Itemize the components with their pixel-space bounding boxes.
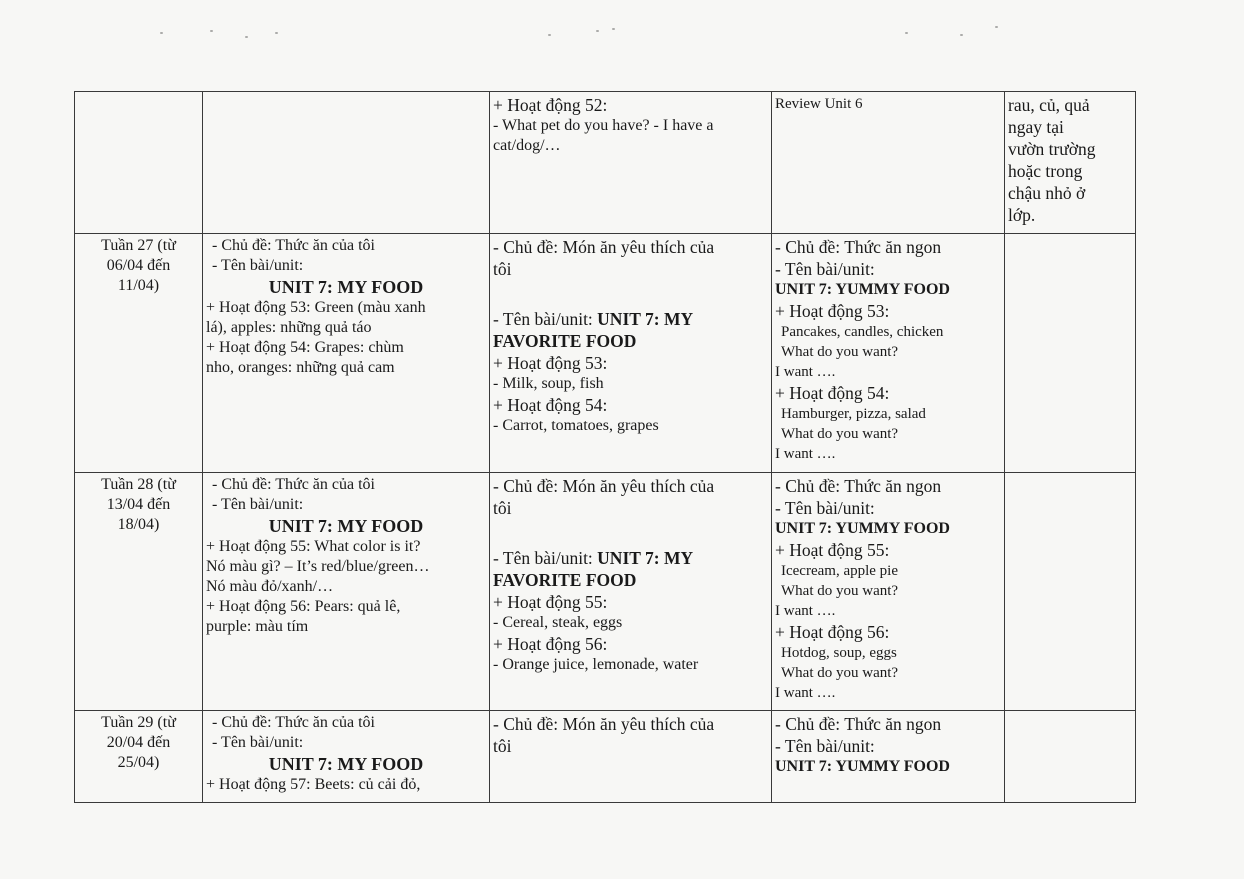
activity-line: + Hoạt động 54: bbox=[493, 395, 608, 415]
topic-line: - Chủ đề: Thức ăn ngon bbox=[775, 714, 942, 734]
lesson-line: - Tên bài/unit: bbox=[775, 259, 875, 279]
table-row bbox=[75, 92, 1136, 234]
activity-line: + Hoạt động 52: bbox=[493, 95, 608, 115]
lesson-line: - Tên bài/unit: UNIT 7: MY bbox=[493, 309, 694, 329]
week-label: 20/04 đến bbox=[106, 734, 171, 751]
unit-title: UNIT 7: YUMMY FOOD bbox=[775, 281, 950, 298]
activity-line: lá), apples: những quả táo bbox=[206, 319, 372, 336]
unit-title: UNIT 7: YUMMY FOOD bbox=[775, 758, 950, 775]
activity-line: + Hoạt động 57: Beets: củ cải đỏ, bbox=[206, 776, 421, 793]
question-line: What do you want? bbox=[781, 583, 899, 599]
vocab-line: Pancakes, candles, chicken bbox=[781, 324, 944, 340]
note-line: rau, củ, quả bbox=[1008, 95, 1090, 115]
activity-line: purple: màu tím bbox=[206, 618, 309, 635]
answer-line: I want …. bbox=[775, 446, 836, 462]
notes-cell bbox=[1005, 234, 1136, 473]
activity-line: + Hoạt động 53: bbox=[493, 353, 608, 373]
week-label: 06/04 đến bbox=[106, 257, 171, 274]
activity-line: - Carrot, tomatoes, grapes bbox=[493, 417, 659, 434]
week-label: 25/04) bbox=[117, 754, 160, 771]
activity-line: + Hoạt động 56: bbox=[493, 634, 608, 654]
table-row bbox=[75, 473, 1136, 711]
vocab-line: Hotdog, soup, eggs bbox=[781, 645, 897, 661]
activity-line: + Hoạt động 55: bbox=[775, 540, 890, 560]
unit-title: UNIT 7: MY FOOD bbox=[268, 754, 424, 774]
week-label: 13/04 đến bbox=[106, 496, 171, 513]
activity-line: - Orange juice, lemonade, water bbox=[493, 656, 699, 673]
activity-line: cat/dog/… bbox=[493, 137, 561, 154]
grade1-cell bbox=[203, 711, 490, 803]
topic-line: - Chủ đề: Thức ăn của tôi bbox=[212, 476, 375, 493]
unit-title: UNIT 7: YUMMY FOOD bbox=[775, 520, 950, 537]
note-line: ngay tại bbox=[1008, 117, 1064, 137]
answer-line: I want …. bbox=[775, 364, 836, 380]
vocab-line: Hamburger, pizza, salad bbox=[781, 406, 926, 422]
review-label: Review Unit 6 bbox=[775, 96, 863, 112]
activity-line: + Hoạt động 53: bbox=[775, 301, 890, 321]
topic-line: tôi bbox=[493, 498, 512, 518]
week-cell bbox=[75, 473, 203, 711]
lesson-line: - Tên bài/unit: UNIT 7: MY bbox=[493, 548, 694, 568]
activity-line: + Hoạt động 55: What color is it? bbox=[206, 538, 421, 555]
lesson-line: - Tên bài/unit: bbox=[212, 734, 304, 751]
topic-line: tôi bbox=[493, 259, 512, 279]
question-line: What do you want? bbox=[781, 665, 899, 681]
vocab-line: Icecream, apple pie bbox=[781, 563, 899, 579]
topic-line: tôi bbox=[493, 736, 512, 756]
activity-line: Nó màu gì? – It’s red/blue/green… bbox=[206, 558, 430, 575]
activity-line: + Hoạt động 55: bbox=[493, 592, 608, 612]
grade2-cell bbox=[490, 711, 772, 803]
grade3-cell bbox=[772, 711, 1005, 803]
activity-line: + Hoạt động 56: Pears: quả lê, bbox=[206, 598, 401, 615]
activity-line: + Hoạt động 56: bbox=[775, 622, 890, 642]
unit-title: UNIT 7: MY FOOD bbox=[268, 277, 424, 297]
note-line: chậu nhỏ ở bbox=[1008, 183, 1086, 203]
topic-line: - Chủ đề: Thức ăn ngon bbox=[775, 476, 942, 496]
week-label: Tuần 27 (từ bbox=[101, 237, 176, 254]
week-label: Tuần 28 (từ bbox=[101, 476, 176, 493]
question-line: What do you want? bbox=[781, 344, 899, 360]
grade3-cell bbox=[772, 473, 1005, 711]
grade1-cell bbox=[203, 473, 490, 711]
topic-line: - Chủ đề: Thức ăn của tôi bbox=[212, 237, 375, 254]
note-line: vườn trường bbox=[1008, 139, 1096, 159]
activity-line: Nó màu đỏ/xanh/… bbox=[206, 578, 334, 595]
unit-title: FAVORITE FOOD bbox=[493, 570, 637, 590]
week-label: 11/04) bbox=[117, 277, 160, 294]
topic-line: - Chủ đề: Thức ăn ngon bbox=[775, 237, 942, 257]
unit-title: UNIT 7: MY FOOD bbox=[268, 516, 424, 536]
unit-title: FAVORITE FOOD bbox=[493, 331, 637, 351]
note-line: hoặc trong bbox=[1008, 161, 1083, 181]
topic-line: - Chủ đề: Món ăn yêu thích của bbox=[493, 476, 715, 496]
activity-line: + Hoạt động 54: bbox=[775, 383, 890, 403]
notes-cell bbox=[1005, 473, 1136, 711]
lesson-line: - Tên bài/unit: bbox=[775, 498, 875, 518]
grade3-cell bbox=[772, 234, 1005, 473]
table-row bbox=[75, 234, 1136, 473]
grade3-cell bbox=[772, 92, 1005, 234]
grade1-cell bbox=[203, 92, 490, 234]
activity-line: + Hoạt động 54: Grapes: chùm bbox=[206, 339, 404, 356]
table-row bbox=[75, 711, 1136, 803]
topic-line: - Chủ đề: Thức ăn của tôi bbox=[212, 714, 375, 731]
lesson-line: - Tên bài/unit: bbox=[775, 736, 875, 756]
answer-line: I want …. bbox=[775, 603, 836, 619]
activity-line: - Milk, soup, fish bbox=[493, 375, 604, 392]
lesson-line: - Tên bài/unit: bbox=[212, 257, 304, 274]
activity-line: nho, oranges: những quả cam bbox=[206, 359, 395, 376]
notes-cell bbox=[1005, 92, 1136, 234]
grade2-cell bbox=[490, 473, 772, 711]
week-cell bbox=[75, 711, 203, 803]
lesson-line: - Tên bài/unit: bbox=[212, 496, 304, 513]
question-line: What do you want? bbox=[781, 426, 899, 442]
activity-line: - What pet do you have? - I have a bbox=[493, 117, 714, 134]
topic-line: - Chủ đề: Món ăn yêu thích của bbox=[493, 714, 715, 734]
week-label: 18/04) bbox=[117, 516, 160, 533]
activity-line: - Cereal, steak, eggs bbox=[493, 614, 623, 631]
grade2-cell bbox=[490, 92, 772, 234]
grade2-cell bbox=[490, 234, 772, 473]
notes-cell bbox=[1005, 711, 1136, 803]
week-cell bbox=[75, 234, 203, 473]
scan-specks bbox=[0, 22, 1244, 42]
lesson-plan-table bbox=[74, 91, 1136, 803]
answer-line: I want …. bbox=[775, 685, 836, 701]
week-label: Tuần 29 (từ bbox=[101, 714, 176, 731]
activity-line: + Hoạt động 53: Green (màu xanh bbox=[206, 299, 426, 316]
note-line: lớp. bbox=[1008, 205, 1036, 225]
grade1-cell bbox=[203, 234, 490, 473]
topic-line: - Chủ đề: Món ăn yêu thích của bbox=[493, 237, 715, 257]
week-cell bbox=[75, 92, 203, 234]
